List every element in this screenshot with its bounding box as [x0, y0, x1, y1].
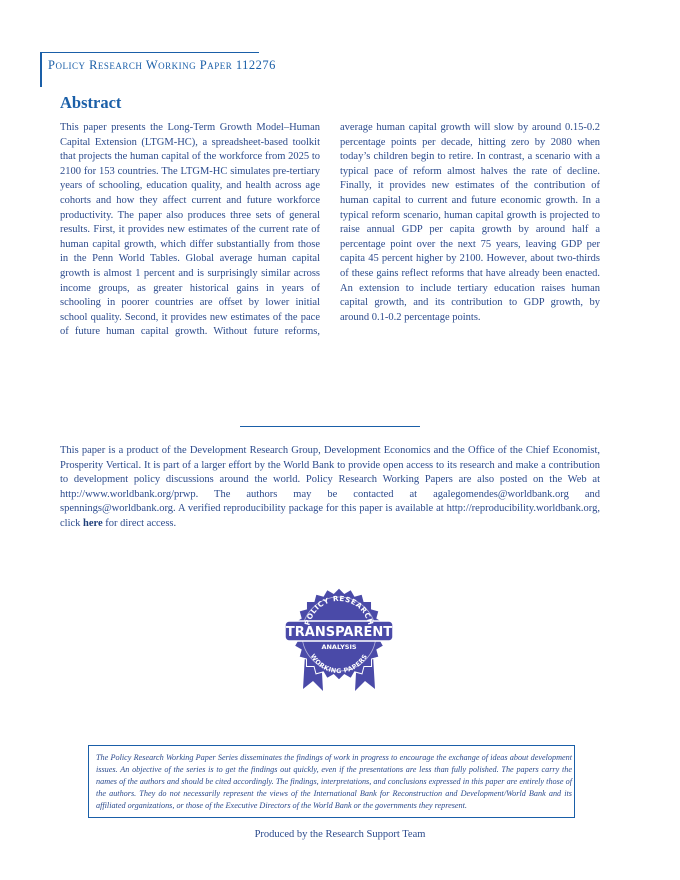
- product-note-text: This paper is a product of the Development Research Group, Development Economics and the Office of the Chief Economist, Prosperity Vertical. It is part of a larger effort by the World Bank to provide open access to its research and make a contribution to development policy discussions around the world. Policy Research Working Papers are also posted on the Web at http://www.worldbank.org/prwp. The authors may be contacted at agalegomendes@worldbank.org and spennings@worldbank.org. A verified reproducibility package for this paper is available at http://reproducibility.worldbank.org, click: [60, 445, 600, 529]
- abstract-body: [60, 121, 600, 353]
- product-note-suffix: for direct access.: [102, 517, 177, 529]
- series-disclaimer: The Policy Research Working Paper Series disseminates the findings of work in progress to encourage the exchange of ideas about development issues. An objective of the series is to get the findings out quickly, even if the presentations are less than fully polished. The papers carry the names of the authors and should be cited accordingly. The findings, interpretations, and conclusions expressed in this paper are entirely those of the authors. They do not necessarily represent the views of the International Bank for Reconstruction and Development/World Bank and its affiliated organizations, or those of the Executive Directors of the World Bank or the governments they represent.: [96, 753, 572, 810]
- abstract-text: This paper presents the Long-Term Growth Model–Human Capital Extension (LTGM-HC), a spreadsheet-based toolkit that projects the human capital of the workforce from 2025 to 2100 for 153 countries. The LTGM-HC simulates pre-tertiary years of schooling, education quality, and health across age cohorts and how they affect current and future workforce productivity. The paper also produces three sets of general results. First, it provides new estimates of the current rate of human capital growth, which differ substantially from those in the Penn World Tables. Global average human capital growth is almost 1 percent and is surprisingly similar across income groups, as greater historical gains in years of schooling in poorer countries are offset by lower initial school quality. Second, it provides new estimates of the pace of future human capital growth. Without future reforms, average human capital growth will slow by around 0.15-0.2 percentage points per decade, hitting zero by 2080 when today’s children begin to retire. In contrast, a scenario with a typical pace of reform almost halves the rate of decline. Finally, it provides new estimates of the contribution of human capital to current and future economic growth. In a typical reform scenario, human capital growth is projected to raise annual GDP per capita growth by around half a percentage point over the next 75 years, leaving GDP per capita 45 percent higher by 2100. However, about two-thirds of these gains reflect reforms that have already been enacted. An extension to include tertiary education raises human capital growth, and its contribution to GDP growth, by around 0.1-0.2 percentage points.: [60, 122, 600, 338]
- product-note: [60, 444, 600, 531]
- transparent-analysis-badge: [283, 583, 395, 693]
- badge-sub-text: ANALYSIS: [321, 643, 357, 651]
- reproducibility-link[interactable]: here: [83, 517, 103, 529]
- badge-bottom-text: WORKING PAPERS: [308, 653, 370, 676]
- badge-main-text: TRANSPARENT: [285, 625, 393, 640]
- section-divider: [240, 426, 420, 427]
- abstract-heading: Abstract: [60, 93, 122, 112]
- series-title: Policy Research Working Paper 112276: [48, 58, 276, 72]
- produced-by-footer: Produced by the Research Support Team: [254, 829, 426, 840]
- badge-top-text: POLICY RESEARCH: [302, 593, 376, 627]
